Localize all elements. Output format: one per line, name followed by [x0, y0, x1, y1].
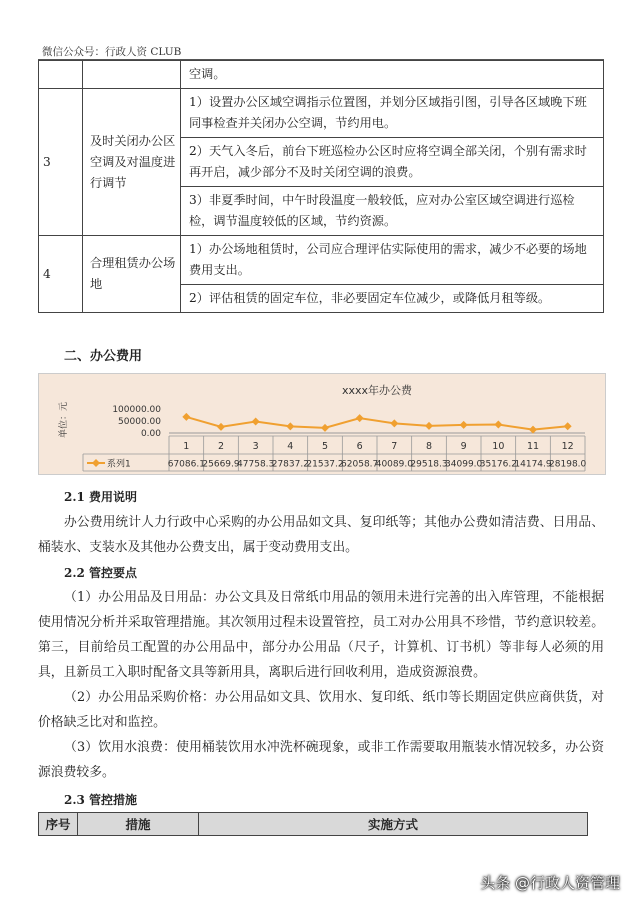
header-cell-method: 实施方式 [199, 813, 588, 836]
table-header-row [39, 813, 588, 836]
y-tick-label: 100000.00 [112, 405, 161, 415]
data-point [494, 421, 502, 429]
control-measures-table [38, 812, 588, 836]
watermark: 头条 @行政人资管理 [480, 874, 620, 892]
x-category-label: 1 [183, 441, 190, 452]
chart-ylabel: 单位：元 [59, 401, 69, 439]
data-value-label: 67086.1 [167, 459, 205, 470]
measures-table [38, 60, 604, 313]
header-cell-number: 序号 [39, 813, 78, 836]
x-category-label: 2 [217, 441, 225, 452]
data-point [425, 422, 433, 430]
y-tick-label: 0.00 [140, 429, 161, 439]
measure-item: 2）天气入冬后，前台下班巡检办公区时应将空调全部关闭，个别有需求时再开启，减少部分不及时关闭空调的浪费。 [181, 138, 604, 187]
data-point [182, 413, 190, 421]
series-line [186, 417, 567, 430]
measure-item: 1）设置办公区域空调指示位置图，并划分区域指引图，引导各区域晚下班同事检查并关闭办公空调，节约用电。 [181, 89, 604, 138]
page-header-source: 微信公众号：行政人资 CLUB [42, 46, 182, 58]
x-category-label: 9 [460, 441, 467, 452]
x-category-label: 8 [425, 441, 433, 452]
measure-name: 合理租赁办公场地 [83, 236, 181, 313]
measure-name: 及时关闭办公区空调及对温度进行调节 [83, 89, 181, 236]
x-category-label: 6 [356, 441, 363, 452]
table-row-continuation [39, 61, 604, 89]
x-category-label: 10 [492, 441, 505, 452]
x-category-label: 7 [391, 441, 398, 452]
heading-2-3: 2.3 管控措施 [64, 793, 138, 807]
paragraph-2-1: 办公费用统计人力行政中心采购的办公用品如文具、复印纸等；其他办公费如清洁费、日用品、桶装水、支装水及其他办公费支出，属于变动费用支出。 [38, 515, 604, 555]
paragraph-2-2-1: （1）办公用品及日用品：办公文具及日常纸巾用品的领用未进行完善的出入库管理，不能根据使用情况分析并采取管理措施。其次领用过程未设置管控，员工对办公用具不珍惜，节约意识较差。第三，目前给员工配置的办公用品中，部分办公用品（尺子，计算机、订书机）等非每人必须的用具，且新员工入职时配备文具等新用具，离职后进行回收利用，造成资源浪费。 [38, 590, 604, 680]
data-value-label: 14174.9 [514, 459, 552, 470]
data-point [460, 421, 468, 429]
heading-2-2: 2.2 管控要点 [64, 566, 138, 580]
data-point [217, 423, 225, 431]
data-value-label: 34099.0 [445, 459, 483, 470]
legend-series-name: 系列1 [107, 459, 131, 470]
x-category-label: 4 [287, 441, 294, 452]
data-point [564, 422, 572, 430]
table-row [39, 89, 604, 138]
paragraph-2-2-3: （3）饮用水浪费：使用桶装饮用水冲洗杯碗现象，或非工作需要取用瓶装水情况较多，办公资源浪费较多。 [38, 740, 604, 780]
data-value-label: 27837.2 [271, 459, 309, 470]
x-category-label: 5 [321, 441, 329, 452]
x-category-label: 3 [252, 441, 259, 452]
measure-item: 3）非夏季时间，中午时段温度一般较低，应对办公室区域空调进行巡检检，调节温度较低的区域，节约资源。 [181, 187, 604, 236]
office-expense-chart [38, 373, 606, 475]
chart-svg [39, 374, 605, 474]
data-point [356, 414, 364, 422]
chart-title: xxxx年办公费 [341, 384, 413, 397]
data-point [252, 418, 260, 426]
data-value-label: 21537.2 [306, 459, 344, 470]
table-cell-empty [83, 61, 181, 89]
row-number: 4 [39, 236, 83, 313]
paragraph-2-2-2: （2）办公用品采购价格：办公用品如文具、饮用水、复印纸、纸巾等长期固定供应商供货，对价格缺乏比对和监控。 [38, 690, 604, 730]
y-tick-label: 50000.00 [118, 417, 161, 427]
data-value-label: 35176.2 [479, 459, 517, 470]
data-point [529, 426, 537, 434]
legend-marker [92, 459, 100, 467]
data-point [321, 424, 329, 432]
measure-item: 2）评估租赁的固定车位，非必要固定车位减少，或降低月租等级。 [181, 285, 604, 313]
data-value-label: 40089.0 [375, 459, 413, 470]
measure-item: 1）办公场地租赁时，公司应合理评估实际使用的需求，减少不必要的场地费用支出。 [181, 236, 604, 285]
heading-2-1: 2.1 费用说明 [64, 490, 138, 504]
data-value-label: 25669.9 [202, 459, 240, 470]
table-cell-empty [39, 61, 83, 89]
row-number: 3 [39, 89, 83, 236]
section-title: 二、办公费用 [64, 349, 143, 364]
data-point [390, 419, 398, 427]
header-cell-measure: 措施 [78, 813, 199, 836]
x-category-label: 12 [561, 441, 574, 452]
table-row [39, 236, 604, 285]
data-value-label: 62058.7 [341, 459, 379, 470]
data-value-label: 47758.3 [237, 459, 275, 470]
data-value-label: 29518.3 [410, 459, 448, 470]
data-point [286, 422, 294, 430]
table-cell-continuation: 空调。 [181, 61, 604, 89]
data-value-label: 28198.0 [549, 459, 587, 470]
x-category-label: 11 [526, 441, 540, 452]
